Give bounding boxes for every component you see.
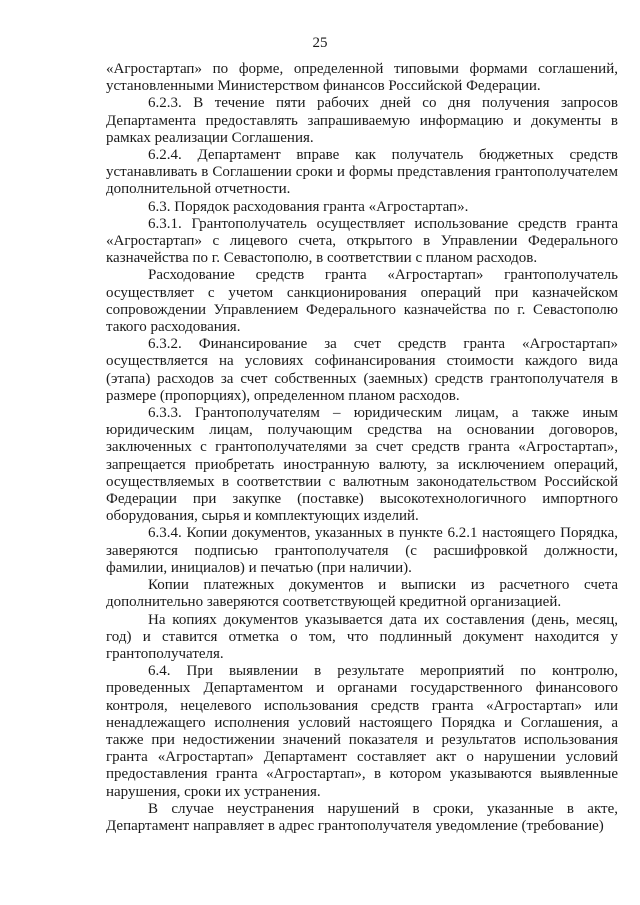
paragraph: Расходование средств гранта «Агростартап» грантополучатель осуществляет с учетом санкционирования операций при казначейском сопровождении Управлением Федерального казначейства по г. Севастополю такого расходования.	[106, 267, 618, 336]
paragraph: 6.3.2. Финансирование за счет средств гранта «Агростартап» осуществляется на условиях софинансирования стоимости каждого вида (этапа) расходов за счет собственных (заемных) средств грантополучателя в размере (пропорциях), определенном планом расходов.	[106, 336, 618, 404]
paragraph: 6.3.4. Копии документов, указанных в пункте 6.2.1 настоящего Порядка, заверяются подписью грантополучателя (с расшифровкой должности, фамилии, инициалов) и печатью (при наличии).	[106, 525, 618, 576]
paragraph: В случае неустранения нарушений в сроки, указанные в акте, Департамент направляет в адрес грантополучателя уведомление (требование)	[106, 800, 618, 834]
paragraph: На копиях документов указывается дата их составления (день, месяц, год) и ставится отметка о том, что подлинный документ находится у грантополучателя.	[106, 611, 618, 662]
document-body	[106, 61, 618, 835]
paragraph: 6.4. При выявлении в результате мероприятий по контролю, проведенных Департаментом и органами государственного финансового контроля, нецелевого использования средств гранта «Агростартап» или ненадлежащего исполнения условий настоящего Порядка и Соглашения, а также при недостижении значений показателя и результатов использования гранта «Агростартап» Департамент составляет акт о нарушении условий предоставления гранта «Агростартап», в котором указываются выявленные нарушения, сроки их устранения.	[106, 663, 618, 800]
paragraph: 6.3.3. Грантополучателям – юридическим лицам, а также иным юридическим лицам, получающим средства на основании договоров, заключенных с грантополучателями за счет средств гранта «Агростартап», запрещается приобретать иностранную валюту, за исключением операций, осуществляемых в соответствии с валютным законодательством Российской Федерации при закупке (поставке) высокотехнологичного импортного оборудования, сырья и комплектующих изделий.	[106, 405, 618, 525]
paragraph: «Агростартап» по форме, определенной типовыми формами соглашений, установленными Министерством финансов Российской Федерации.	[106, 61, 618, 95]
page-number: 25	[312, 35, 328, 51]
paragraph: 6.2.4. Департамент вправе как получатель бюджетных средств устанавливать в Соглашении сроки и формы представления грантополучателем дополнительной отчетности.	[106, 147, 618, 198]
paragraph: 6.3.1. Грантополучатель осуществляет использование средств гранта «Агростартап» с лицевого счета, открытого в Управлении Федерального казначейства по г. Севастополю, в соответствии с планом расходов.	[106, 215, 618, 267]
paragraph: 6.2.3. В течение пяти рабочих дней со дня получения запросов Департамента предоставлять запрашиваемую информацию и документы в рамках реализации Соглашения.	[106, 95, 618, 146]
paragraph: Копии платежных документов и выписки из расчетного счета дополнительно заверяются соответствующей кредитной организацией.	[106, 577, 618, 611]
paragraph: 6.3. Порядок расходования гранта «Агростартап».	[148, 198, 469, 215]
